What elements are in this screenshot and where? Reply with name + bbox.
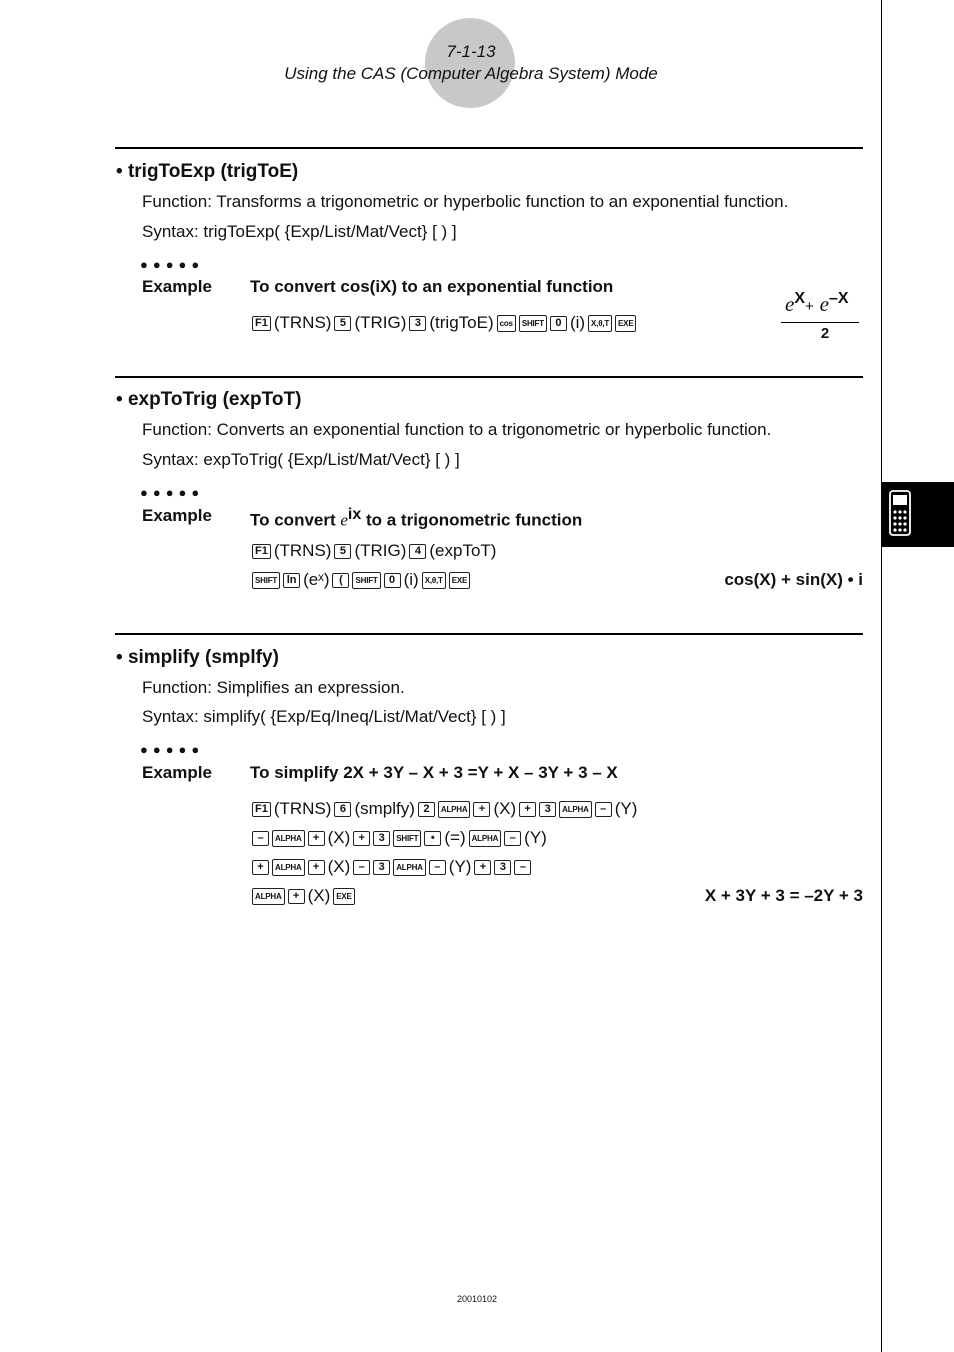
key-annotation: (X) bbox=[307, 886, 331, 905]
calculator-key: F1 bbox=[252, 802, 271, 817]
example-label: Example bbox=[142, 763, 212, 782]
calculator-key: X,θ,T bbox=[588, 315, 612, 332]
key-annotation: (expToT) bbox=[429, 541, 497, 560]
calculator-key: ALPHA bbox=[272, 830, 305, 847]
example-dots: ●●●●● bbox=[140, 485, 205, 500]
calculator-key: 0 bbox=[384, 573, 401, 588]
key-annotation: (i) bbox=[569, 313, 586, 332]
calculator-key: + bbox=[473, 802, 490, 817]
key-annotation: (TRNS) bbox=[273, 541, 332, 560]
footer-code: 20010102 bbox=[456, 1294, 498, 1304]
margin-line bbox=[881, 0, 882, 1352]
example-dots: ●●●●● bbox=[140, 257, 205, 272]
calculator-key: EXE bbox=[449, 572, 470, 589]
calculator-key: + bbox=[519, 802, 536, 817]
calculator-key: + bbox=[353, 831, 370, 846]
calculator-key: EXE bbox=[615, 315, 636, 332]
calculator-key: – bbox=[595, 802, 612, 817]
calculator-key: X,θ,T bbox=[422, 572, 446, 589]
key-annotation: (X) bbox=[327, 828, 351, 847]
calculator-key: cos bbox=[497, 315, 516, 332]
key-annotation: (smplfy) bbox=[354, 799, 415, 818]
syntax-description: Syntax: trigToExp( {Exp/List/Mat/Vect} [ ) ] bbox=[142, 222, 457, 241]
page-number: 7-1-13 bbox=[446, 42, 496, 61]
calculator-key: ALPHA bbox=[559, 801, 592, 818]
calculator-key: 5 bbox=[334, 316, 351, 331]
key-annotation: (=) bbox=[444, 828, 466, 847]
calculator-key: ALPHA bbox=[438, 801, 471, 818]
key-annotation: (TRIG) bbox=[354, 313, 407, 332]
calculator-key: ALPHA bbox=[393, 859, 426, 876]
calculator-key: 3 bbox=[409, 316, 426, 331]
key-annotation: (TRNS) bbox=[273, 313, 332, 332]
example-label: Example bbox=[142, 506, 212, 525]
section-title: • trigToExp (trigToE) bbox=[116, 161, 299, 182]
example-title: To convert cos(iX) to an exponential function bbox=[250, 277, 614, 296]
calculator-key: – bbox=[252, 831, 269, 846]
example-result: X + 3Y + 3 = –2Y + 3 bbox=[704, 886, 863, 905]
example-label: Example bbox=[142, 277, 212, 296]
calculator-key: – bbox=[429, 860, 446, 875]
fraction-bar bbox=[781, 322, 859, 323]
calculator-key: 4 bbox=[409, 544, 426, 559]
calculator-key: ln bbox=[283, 573, 300, 588]
calculator-key: 3 bbox=[373, 831, 390, 846]
calculator-key: ALPHA bbox=[272, 859, 305, 876]
calculator-key: F1 bbox=[252, 544, 271, 559]
section-title: • expToTrig (expToT) bbox=[116, 389, 302, 410]
key-annotation: (trigToE) bbox=[429, 313, 494, 332]
calculator-key: SHIFT bbox=[519, 315, 547, 332]
section-divider bbox=[115, 376, 863, 378]
calculator-key: • bbox=[424, 831, 441, 846]
key-annotation: (TRIG) bbox=[354, 541, 407, 560]
key-annotation: (Y) bbox=[448, 857, 472, 876]
calculator-key: 3 bbox=[373, 860, 390, 875]
key-sequence bbox=[252, 828, 547, 848]
calculator-key: – bbox=[514, 860, 531, 875]
key-annotation: (X) bbox=[327, 857, 351, 876]
syntax-description: Syntax: expToTrig( {Exp/List/Mat/Vect} [ ) ] bbox=[142, 450, 460, 469]
calculator-key: 3 bbox=[539, 802, 556, 817]
result-denominator: 2 bbox=[820, 325, 830, 342]
page-number-circle bbox=[425, 18, 515, 108]
calculator-key: SHIFT bbox=[393, 830, 421, 847]
key-annotation: (TRNS) bbox=[273, 799, 332, 818]
section-divider bbox=[115, 633, 863, 635]
key-annotation: (X) bbox=[493, 799, 517, 818]
calculator-key: SHIFT bbox=[352, 572, 380, 589]
result-numerator: $e^X+ e^{-X}$ bbox=[785, 290, 849, 316]
example-title: To simplify 2X + 3Y – X + 3 =Y + X – 3Y + 3 – X bbox=[250, 763, 618, 782]
calculator-key: 2 bbox=[418, 802, 435, 817]
key-sequence bbox=[252, 541, 496, 561]
calculator-key: + bbox=[308, 860, 325, 875]
calculator-key: 6 bbox=[334, 802, 351, 817]
page-header-title: Using the CAS (Computer Algebra System) Mode bbox=[284, 64, 658, 83]
example-result: cos(X) + sin(X) • i bbox=[724, 570, 863, 589]
calculator-key: – bbox=[504, 831, 521, 846]
key-annotation: (Y) bbox=[524, 828, 547, 847]
calculator-key: + bbox=[252, 860, 269, 875]
syntax-description: Syntax: simplify( {Exp/Eq/Ineq/List/Mat/Vect} [ ) ] bbox=[142, 707, 506, 726]
section-title: • simplify (smplfy) bbox=[116, 647, 279, 668]
calculator-key: 3 bbox=[494, 860, 511, 875]
example-dots: ●●●●● bbox=[140, 742, 205, 757]
key-annotation: (eˣ) bbox=[303, 570, 330, 589]
function-description: Function: Converts an exponential function to a trigonometric or hyperbolic function. bbox=[142, 420, 772, 439]
key-sequence bbox=[252, 799, 637, 819]
calculator-key: + bbox=[474, 860, 491, 875]
calculator-key: ALPHA bbox=[252, 888, 285, 905]
key-sequence bbox=[252, 886, 355, 906]
calculator-key: + bbox=[288, 889, 305, 904]
calculator-key: 5 bbox=[334, 544, 351, 559]
calculator-key: EXE bbox=[333, 888, 354, 905]
function-description: Function: Simplifies an expression. bbox=[142, 678, 405, 697]
calculator-key: – bbox=[353, 860, 370, 875]
calculator-key: ( bbox=[332, 573, 349, 588]
section-divider bbox=[115, 147, 863, 149]
example-title: To convert $e^{ix}$ to a trigonometric function bbox=[250, 506, 583, 530]
calculator-key: F1 bbox=[252, 316, 271, 331]
calculator-key: ALPHA bbox=[469, 830, 502, 847]
calculator-key: SHIFT bbox=[252, 572, 280, 589]
function-description: Function: Transforms a trigonometric or hyperbolic function to an exponential function. bbox=[142, 192, 789, 211]
key-annotation: (Y) bbox=[614, 799, 638, 818]
key-sequence bbox=[252, 313, 636, 333]
calculator-icon bbox=[889, 490, 911, 536]
calculator-key: 0 bbox=[550, 316, 567, 331]
key-annotation: (i) bbox=[403, 570, 419, 589]
key-sequence bbox=[252, 857, 531, 877]
calculator-key: + bbox=[308, 831, 325, 846]
key-sequence bbox=[252, 570, 470, 590]
